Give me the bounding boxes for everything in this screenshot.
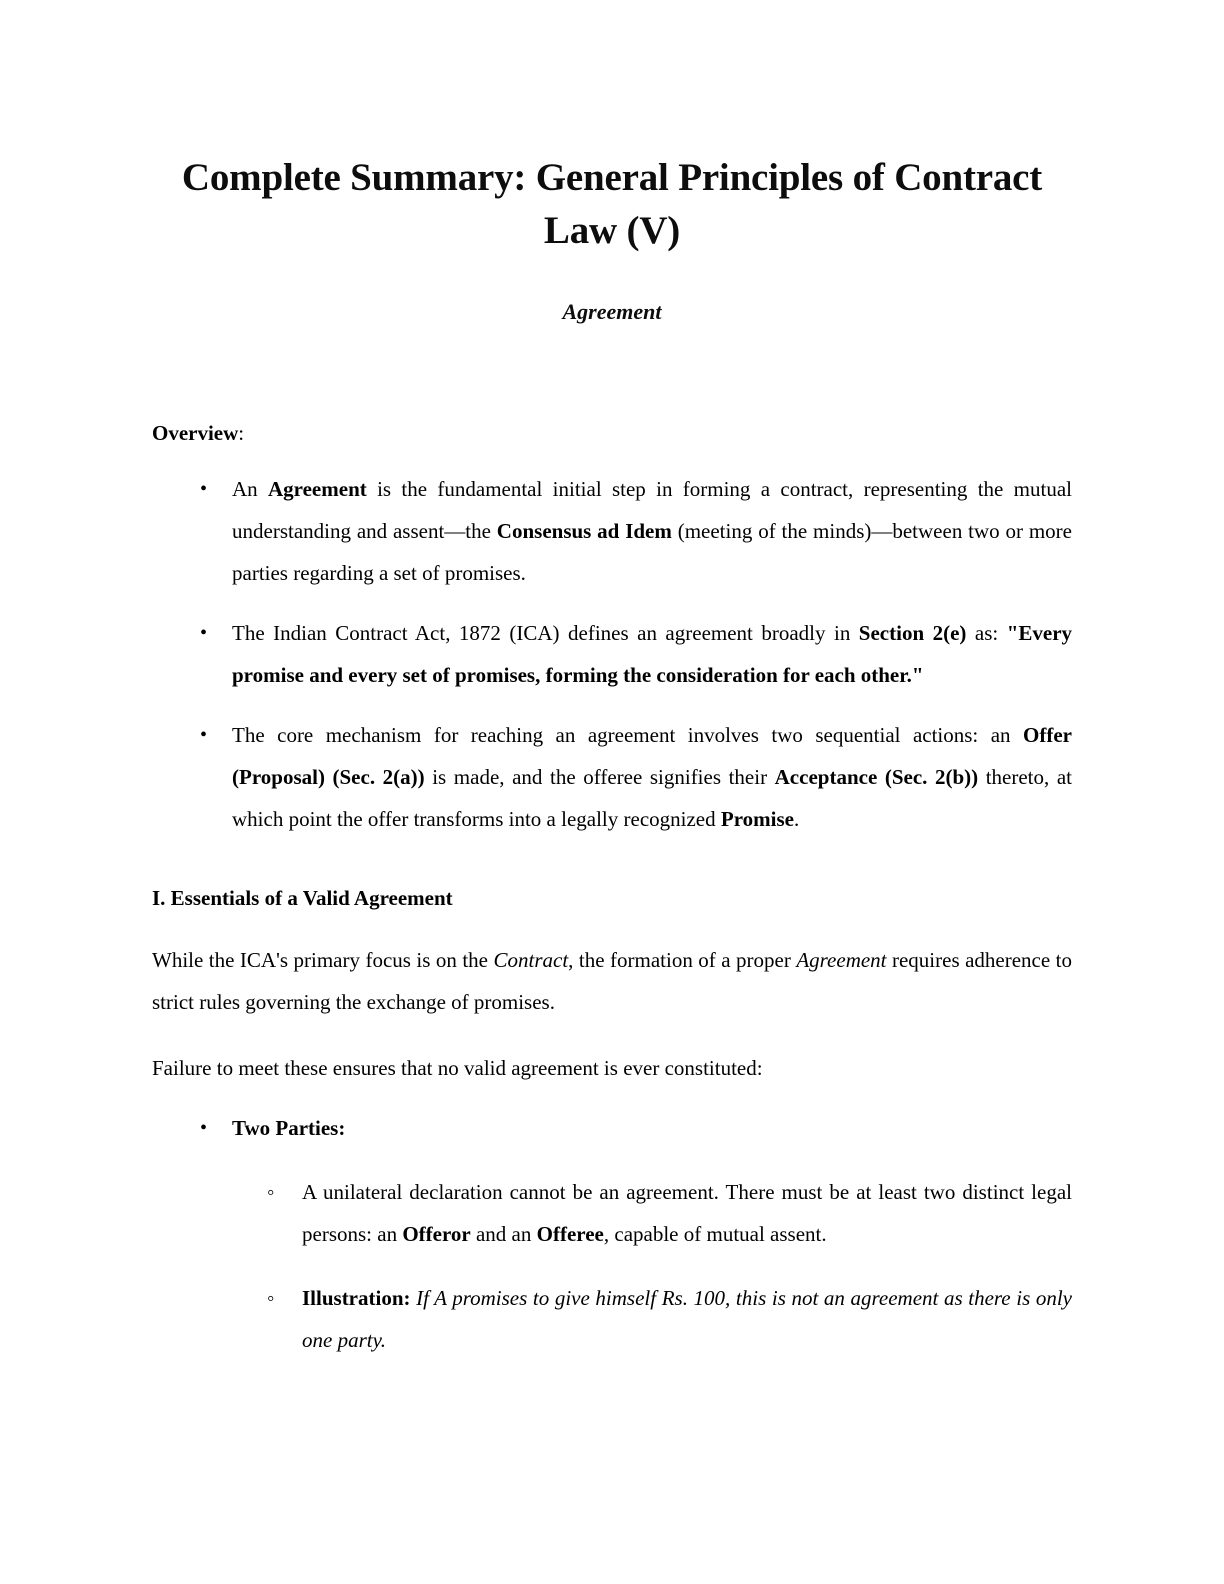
overview-label bbox=[152, 325, 1072, 450]
sub-bullet-list bbox=[232, 1171, 1072, 1361]
document-subtitle: Agreement bbox=[562, 299, 662, 325]
page-title: Complete Summary: General Principles of Contract Law (V) bbox=[181, 156, 1043, 252]
text-run: Consensus ad Idem bbox=[496, 518, 672, 543]
text-run: is the fundamental initial step in forming a contract, representing the mutual understanding and assent—the bbox=[232, 476, 1072, 543]
sub-bullet-item bbox=[232, 1277, 1072, 1361]
text-run: Acceptance (Sec. 2(b)) bbox=[774, 764, 979, 789]
text-run: Promise bbox=[720, 806, 794, 831]
text-run: Section 2(e) bbox=[858, 620, 967, 645]
text-run: . bbox=[793, 806, 800, 831]
section-bullet-list bbox=[152, 1107, 1072, 1361]
overview-bullet-item bbox=[152, 612, 1072, 696]
text-run: The Indian Contract Act, 1872 (ICA) defines an agreement broadly in bbox=[232, 620, 859, 645]
text-run: , capable of mutual assent. bbox=[603, 1222, 827, 1247]
text-run: Offeree bbox=[536, 1222, 604, 1247]
text-run: Agreement bbox=[268, 476, 367, 501]
text-run: Illustration: bbox=[302, 1286, 411, 1311]
text-run: Failure to meet these ensures that no valid agreement is ever constituted: bbox=[152, 1056, 763, 1081]
text-run: "Every promise and every set of promises, forming the consideration for each other." bbox=[232, 620, 1073, 687]
text-run: and an bbox=[470, 1222, 537, 1247]
text-run: The core mechanism for reaching an agreement involves two sequential actions: an bbox=[232, 722, 1024, 747]
overview-bullet-list bbox=[152, 468, 1072, 840]
text-run: is made, and the offeree signifies their bbox=[424, 764, 775, 789]
section-bullet-item bbox=[152, 1107, 1072, 1361]
text-run: requires adherence to strict rules governing the exchange of promises. bbox=[152, 948, 1072, 1015]
text-run: (meeting of the minds)—between two or more parties regarding a set of promises. bbox=[232, 518, 1072, 585]
overview-label-colon: : bbox=[238, 421, 245, 446]
body-paragraph bbox=[152, 1023, 1072, 1089]
text-run: An bbox=[232, 476, 268, 501]
text-run: Offeror bbox=[402, 1222, 471, 1247]
text-run: as: bbox=[966, 620, 1007, 645]
text-run: , the formation of a proper bbox=[568, 948, 797, 973]
text-run: thereto, at which point the offer transforms into a legally recognized bbox=[232, 764, 1072, 831]
sub-bullet-item bbox=[232, 1171, 1072, 1255]
text-run: A unilateral declaration cannot be an agreement. There must be at least two distinct legal persons: an bbox=[302, 1180, 1072, 1247]
text-run: If A promises to give himself Rs. 100, this is not an agreement as there is only one party. bbox=[302, 1286, 1073, 1353]
text-run: Agreement bbox=[796, 948, 887, 973]
body-paragraph bbox=[152, 915, 1072, 1023]
text-run: Contract bbox=[493, 948, 569, 973]
overview-bullet-item bbox=[152, 468, 1072, 594]
overview-label-text: Overview bbox=[152, 421, 239, 446]
sections-container bbox=[152, 840, 1072, 1362]
text-run: While the ICA's primary focus is on the bbox=[152, 948, 494, 973]
text-run: Offer (Proposal) (Sec. 2(a)) bbox=[232, 722, 1072, 789]
text-run: Two Parties: bbox=[232, 1116, 346, 1141]
overview-bullet-item bbox=[152, 714, 1072, 840]
section-heading: I. Essentials of a Valid Agreement bbox=[152, 885, 453, 910]
